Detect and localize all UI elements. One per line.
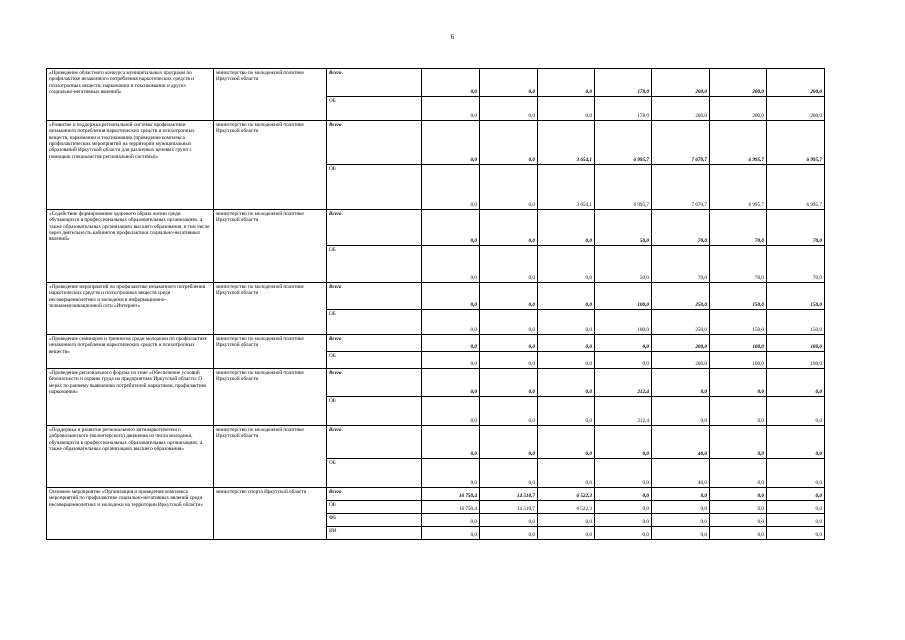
- funding-source-cell: ОБ: [327, 501, 422, 514]
- amount-cell: 6 995,7: [710, 121, 767, 165]
- amount-cell: 0,0: [595, 459, 652, 488]
- amount-cell: 250,0: [652, 283, 710, 310]
- amount-cell: 0,0: [480, 210, 538, 246]
- amount-cell: 0,0: [422, 310, 480, 335]
- amount-cell: 150,0: [767, 283, 825, 310]
- amount-cell: 0,0: [538, 210, 595, 246]
- amount-cell: 0,0: [422, 459, 480, 488]
- amount-cell: 0,0: [538, 97, 595, 121]
- amount-cell: 0,0: [538, 310, 595, 335]
- amount-cell: 0,0: [538, 352, 595, 369]
- amount-cell: 100,0: [595, 283, 652, 310]
- amount-cell: 0,0: [480, 165, 538, 210]
- amount-cell: 50,0: [595, 210, 652, 246]
- executor-cell: министерство по молодежной политике Иркутской области: [214, 335, 327, 369]
- amount-cell: 0,0: [422, 121, 480, 165]
- amount-cell: 0,0: [652, 369, 710, 397]
- amount-cell: 0,0: [422, 165, 480, 210]
- amount-cell: 0,0: [652, 514, 710, 527]
- table-row: [47, 69, 825, 97]
- amount-cell: 0,0: [422, 397, 480, 426]
- amount-cell: 250,0: [652, 310, 710, 335]
- amount-cell: 178,0: [595, 97, 652, 121]
- amount-cell: 0,0: [422, 283, 480, 310]
- amount-cell: 0,0: [538, 459, 595, 488]
- amount-cell: 14 510,7: [480, 488, 538, 501]
- amount-cell: 178,0: [595, 69, 652, 97]
- budget-table: [46, 68, 825, 540]
- table-row: [47, 210, 825, 246]
- amount-cell: 0,0: [538, 335, 595, 352]
- activity-name-cell: «Содействие формированию здорового образа жизни среди обучающихся в профессиональных образовательных организациях, а также образовательных организациях высшего образования, в том числе через деятельность кабинетов профилактики социально-негативных явлений»: [47, 210, 214, 283]
- funding-source-cell: ОБ: [327, 97, 422, 121]
- amount-cell: 0,0: [595, 335, 652, 352]
- amount-cell: 0,0: [538, 369, 595, 397]
- amount-cell: 0,0: [422, 97, 480, 121]
- amount-cell: 0,0: [710, 527, 767, 540]
- amount-cell: 70,0: [710, 210, 767, 246]
- amount-cell: 0,0: [480, 246, 538, 283]
- amount-cell: 0,0: [422, 426, 480, 459]
- funding-source-cell: Всего: [327, 335, 422, 352]
- amount-cell: 70,0: [767, 246, 825, 283]
- amount-cell: 6 995,7: [767, 121, 825, 165]
- table-row: [47, 121, 825, 165]
- funding-source-cell: Всего: [327, 369, 422, 397]
- amount-cell: 40,0: [652, 426, 710, 459]
- amount-cell: 212,4: [595, 397, 652, 426]
- amount-cell: 50,0: [595, 246, 652, 283]
- amount-cell: 200,0: [710, 97, 767, 121]
- activity-name-cell: «Проведение мероприятий по профилактике незаконного потребления наркотических средств и психотропных веществ среди несовершеннолетних и молодежи в информационно-телекоммуникационной сети «Интернет»: [47, 283, 214, 335]
- executor-cell: министерство спорта Иркутской области: [214, 488, 327, 540]
- amount-cell: 200,0: [652, 97, 710, 121]
- executor-cell: министерство по молодежной политике Иркутской области: [214, 210, 327, 283]
- amount-cell: 0,0: [480, 397, 538, 426]
- amount-cell: 0,0: [538, 514, 595, 527]
- amount-cell: 0,0: [422, 335, 480, 352]
- funding-source-cell: ОБ: [327, 352, 422, 369]
- amount-cell: 0,0: [710, 514, 767, 527]
- amount-cell: 0,0: [652, 488, 710, 501]
- amount-cell: 0,0: [480, 283, 538, 310]
- activity-name-cell: «Проведение областного конкурса муниципальных программ по профилактике незаконного потребления наркотических средств и психотропных веществ, наркомании и токсикомании и других социально-негативных явлений»: [47, 69, 214, 121]
- amount-cell: 100,0: [595, 310, 652, 335]
- funding-source-cell: ИИ: [327, 527, 422, 540]
- amount-cell: 3 654,1: [538, 121, 595, 165]
- funding-source-cell: ОБ: [327, 165, 422, 210]
- amount-cell: 0,0: [595, 426, 652, 459]
- amount-cell: 200,0: [710, 69, 767, 97]
- amount-cell: 70,0: [710, 246, 767, 283]
- amount-cell: 200,0: [652, 69, 710, 97]
- amount-cell: 0,0: [767, 527, 825, 540]
- amount-cell: 70,0: [767, 210, 825, 246]
- amount-cell: 0,0: [538, 527, 595, 540]
- table-row: [47, 488, 825, 501]
- amount-cell: 0,0: [652, 501, 710, 514]
- amount-cell: 0,0: [422, 210, 480, 246]
- amount-cell: 0,0: [538, 246, 595, 283]
- table-body: [47, 69, 825, 540]
- funding-source-cell: ОБ: [327, 246, 422, 283]
- activity-name-cell: «Проведение регионального форума по теме «Обеспечение условий безопасности и охраны труда на предприятиях Иркутской области. О мерах по раннему выявлению потребителей наркотиков, профилактике наркомании»: [47, 369, 214, 426]
- amount-cell: 100,0: [767, 352, 825, 369]
- amount-cell: 0,0: [480, 514, 538, 527]
- activity-name-cell: «Поддержка и развитие регионального антинаркотического добровольческого (волонтерского) движения из числа молодежи, обучающихся в профессиональных образовательных организациях, а также образовательных организациях высшего образования»: [47, 426, 214, 488]
- activity-name-cell: «Проведение семинаров и тренингов среди молодежи по профилактике незаконного потребления наркотических средств и психотропных веществ»: [47, 335, 214, 369]
- amount-cell: 150,0: [710, 283, 767, 310]
- amount-cell: 0,0: [767, 459, 825, 488]
- amount-cell: 6 995,7: [767, 165, 825, 210]
- amount-cell: 0,0: [710, 459, 767, 488]
- amount-cell: 0,0: [480, 335, 538, 352]
- amount-cell: 0,0: [710, 397, 767, 426]
- amount-cell: 16 750,4: [422, 501, 480, 514]
- amount-cell: 0,0: [422, 69, 480, 97]
- amount-cell: 70,0: [652, 246, 710, 283]
- funding-source-cell: Всего: [327, 69, 422, 97]
- amount-cell: 200,0: [652, 335, 710, 352]
- amount-cell: 0,0: [710, 426, 767, 459]
- amount-cell: 200,0: [767, 69, 825, 97]
- amount-cell: 0,0: [538, 426, 595, 459]
- funding-source-cell: Всего: [327, 121, 422, 165]
- amount-cell: 0,0: [422, 514, 480, 527]
- amount-cell: 0,0: [480, 97, 538, 121]
- executor-cell: министерство по молодежной политике Иркутской области: [214, 69, 327, 121]
- amount-cell: 0,0: [422, 352, 480, 369]
- amount-cell: 0,0: [480, 352, 538, 369]
- amount-cell: 150,0: [710, 310, 767, 335]
- funding-source-cell: ОБ: [327, 459, 422, 488]
- amount-cell: 6 995,7: [595, 165, 652, 210]
- amount-cell: 40,0: [652, 459, 710, 488]
- amount-cell: 100,0: [710, 335, 767, 352]
- amount-cell: 0,0: [767, 488, 825, 501]
- activity-name-cell: «Развитие и поддержка региональной системы профилактики незаконного потребления наркотических средств и психотропных веществ, наркомании и токсикомании (проведение комплекса профилактических мероприятий на территории муниципальных образований Иркутской области для различных целевых групп с помощью специалистов региональной системы)»: [47, 121, 214, 210]
- amount-cell: 212,4: [595, 369, 652, 397]
- funding-source-cell: Всего: [327, 283, 422, 310]
- table-row: [47, 335, 825, 352]
- activity-name-cell: Основное мероприятие «Организация и проведение комплекса мероприятий по профилактике социально-негативных явлений среди несовершеннолетних и молодежи на территории Иркутской области»: [47, 488, 214, 540]
- amount-cell: 0,0: [767, 426, 825, 459]
- amount-cell: 14 510,7: [480, 501, 538, 514]
- amount-cell: 0,0: [480, 527, 538, 540]
- executor-cell: министерство по молодежной политике Иркутской области: [214, 283, 327, 335]
- amount-cell: 0,0: [595, 501, 652, 514]
- amount-cell: 0,0: [595, 352, 652, 369]
- amount-cell: 0,0: [480, 459, 538, 488]
- amount-cell: 0,0: [480, 121, 538, 165]
- amount-cell: 0,0: [480, 310, 538, 335]
- amount-cell: 0,0: [595, 488, 652, 501]
- amount-cell: 7 670,7: [652, 165, 710, 210]
- funding-source-cell: ОБ: [327, 397, 422, 426]
- amount-cell: 200,0: [767, 97, 825, 121]
- executor-cell: министерство по молодежной политике Иркутской области: [214, 369, 327, 426]
- amount-cell: 0,0: [710, 488, 767, 501]
- amount-cell: 0,0: [538, 283, 595, 310]
- amount-cell: 0,0: [652, 397, 710, 426]
- amount-cell: 0,0: [767, 397, 825, 426]
- amount-cell: 6 522,3: [538, 488, 595, 501]
- table-row: [47, 283, 825, 310]
- amount-cell: 0,0: [538, 69, 595, 97]
- amount-cell: 0,0: [652, 527, 710, 540]
- funding-source-cell: ОБ: [327, 310, 422, 335]
- amount-cell: 0,0: [767, 501, 825, 514]
- amount-cell: 0,0: [480, 426, 538, 459]
- amount-cell: 0,0: [422, 246, 480, 283]
- amount-cell: 200,0: [652, 352, 710, 369]
- amount-cell: 16 750,4: [422, 488, 480, 501]
- funding-source-cell: Всего: [327, 426, 422, 459]
- amount-cell: 0,0: [422, 369, 480, 397]
- amount-cell: 0,0: [595, 527, 652, 540]
- funding-source-cell: Всего: [327, 488, 422, 501]
- amount-cell: 6 522,3: [538, 501, 595, 514]
- executor-cell: министерство по молодежной политике Иркутской области: [214, 121, 327, 210]
- amount-cell: 6 995,7: [710, 165, 767, 210]
- amount-cell: 0,0: [710, 501, 767, 514]
- amount-cell: 100,0: [767, 335, 825, 352]
- amount-cell: 0,0: [767, 369, 825, 397]
- amount-cell: 0,0: [480, 369, 538, 397]
- amount-cell: 70,0: [652, 210, 710, 246]
- table-row: [47, 369, 825, 397]
- page-number: 6: [450, 33, 455, 41]
- amount-cell: 7 670,7: [652, 121, 710, 165]
- amount-cell: 3 654,1: [538, 165, 595, 210]
- amount-cell: 100,0: [710, 352, 767, 369]
- amount-cell: 0,0: [422, 527, 480, 540]
- amount-cell: 0,0: [595, 514, 652, 527]
- amount-cell: 6 995,7: [595, 121, 652, 165]
- amount-cell: 0,0: [480, 69, 538, 97]
- amount-cell: 0,0: [767, 514, 825, 527]
- executor-cell: министерство по молодежной политике Иркутской области: [214, 426, 327, 488]
- table-row: [47, 426, 825, 459]
- funding-source-cell: Всего: [327, 210, 422, 246]
- amount-cell: 150,0: [767, 310, 825, 335]
- funding-source-cell: ФБ: [327, 514, 422, 527]
- amount-cell: 0,0: [710, 369, 767, 397]
- amount-cell: 0,0: [538, 397, 595, 426]
